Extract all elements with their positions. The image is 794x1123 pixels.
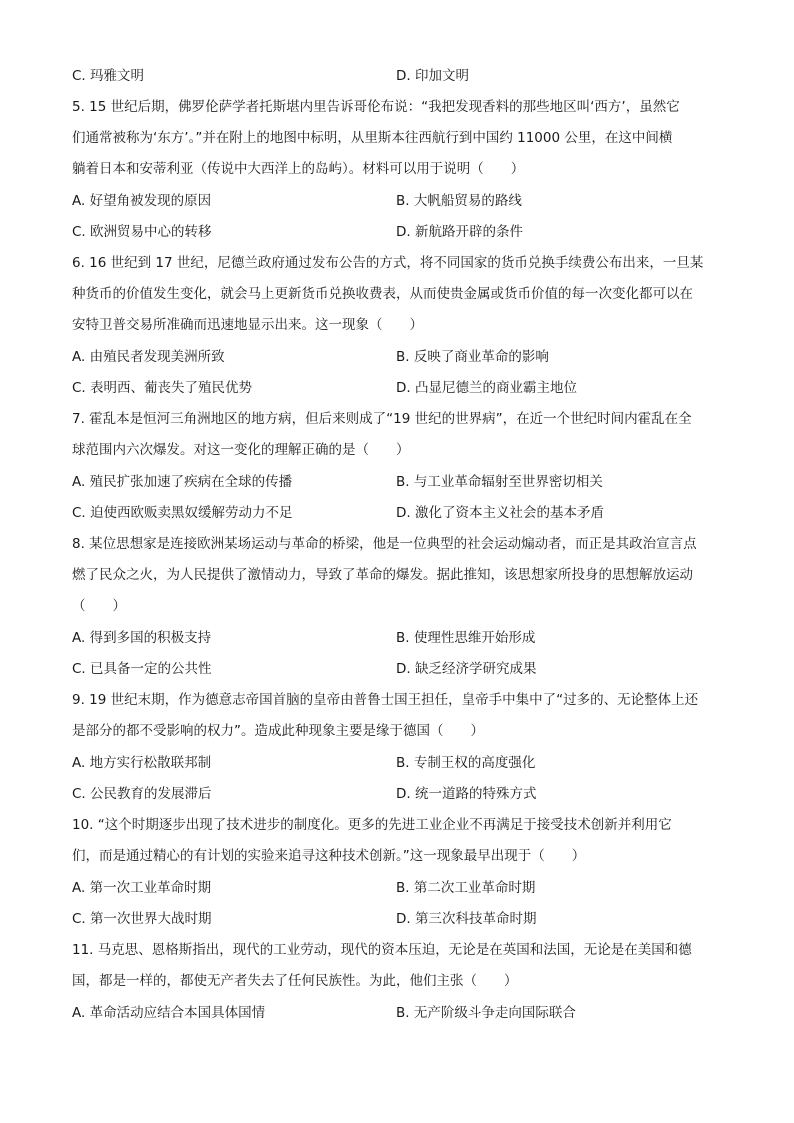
- q10-stem-line-2: 们，而是通过精心的有计划的实验来追寻这种技术创新。”这一现象最早出现于（ ）: [72, 848, 586, 864]
- q4-option-c[interactable]: C. 玛雅文明: [72, 68, 145, 84]
- q11-stem-line-1: 11. 马克思、恩格斯指出，现代的工业劳动，现代的资本压迫，无论是在英国和法国，无论是在美国和德: [72, 942, 692, 958]
- q7-stem-line-2: 球范围内六次爆发。对这一变化的理解正确的是（ ）: [72, 442, 410, 458]
- q9-stem-line-1: 9. 19 世纪末期，作为德意志帝国首脑的皇帝由普鲁士国王担任，皇帝手中集中了“过多的、无论整体上还: [72, 692, 699, 708]
- q10-stem-line-1: 10. “这个时期逐步出现了技术进步的制度化。更多的先进工业企业不再满足于接受技术创新并利用它: [72, 817, 672, 833]
- q7-stem-line-1: 7. 霍乱本是恒河三角洲地区的地方病，但后来则成了“19 世纪的世界病”，在近一个世纪时间内霍乱在全: [72, 411, 692, 427]
- q7-option-b[interactable]: B. 与工业革命辐射至世界密切相关: [396, 474, 603, 490]
- q5-stem-line-1: 5. 15 世纪后期，佛罗伦萨学者托斯堪内里告诉哥伦布说：“我把发现香料的那些地区叫‘西方’，虽然它: [72, 99, 680, 115]
- q10-option-c[interactable]: C. 第一次世界大战时期: [72, 911, 212, 927]
- q5-option-c[interactable]: C. 欧洲贸易中心的转移: [72, 224, 212, 240]
- q8-option-d[interactable]: D. 缺乏经济学研究成果: [396, 661, 537, 677]
- q7-option-a[interactable]: A. 殖民扩张加速了疾病在全球的传播: [72, 474, 293, 490]
- q5-option-d[interactable]: D. 新航路开辟的条件: [396, 224, 523, 240]
- q6-option-b[interactable]: B. 反映了商业革命的影响: [396, 349, 549, 365]
- q9-option-b[interactable]: B. 专制王权的高度强化: [396, 755, 536, 771]
- q6-option-a[interactable]: A. 由殖民者发现美洲所致: [72, 349, 225, 365]
- q9-option-c[interactable]: C. 公民教育的发展滞后: [72, 786, 212, 802]
- q5-stem-line-3: 躺着日本和安蒂利亚（传说中大西洋上的岛屿）。材料可以用于说明（ ）: [72, 161, 525, 177]
- q7-option-c[interactable]: C. 迫使西欧贩卖黑奴缓解劳动力不足: [72, 505, 293, 521]
- q6-stem-line-1: 6. 16 世纪到 17 世纪，尼德兰政府通过发布公告的方式，将不同国家的货币兑换手续费公布出来，一旦某: [72, 255, 704, 271]
- q8-stem-line-1: 8. 某位思想家是连接欧洲某场运动与革命的桥梁，他是一位典型的社会运动煽动者，而正是其政治宣言点: [72, 536, 697, 552]
- q5-option-a[interactable]: A. 好望角被发现的原因: [72, 193, 212, 209]
- q8-stem-line-3: （ ）: [72, 598, 126, 614]
- q10-option-a[interactable]: A. 第一次工业革命时期: [72, 880, 212, 896]
- q10-option-d[interactable]: D. 第三次科技革命时期: [396, 911, 537, 927]
- q9-option-a[interactable]: A. 地方实行松散联邦制: [72, 755, 212, 771]
- q11-option-b[interactable]: B. 无产阶级斗争走向国际联合: [396, 1005, 576, 1021]
- q6-stem-line-2: 种货币的价值发生变化，就会马上更新货币兑换收费表，从而使贵金属或货币价值的每一次变化都可以在: [72, 286, 693, 302]
- q9-option-d[interactable]: D. 统一道路的特殊方式: [396, 786, 537, 802]
- q6-option-c[interactable]: C. 表明西、葡丧失了殖民优势: [72, 380, 253, 396]
- q8-option-b[interactable]: B. 使理性思维开始形成: [396, 630, 536, 646]
- q5-stem-line-2: 们通常被称为‘东方’。”并在附上的地图中标明，从里斯本往西航行到中国约 11000 公里，在这中间横: [72, 130, 673, 146]
- q10-option-b[interactable]: B. 第二次工业革命时期: [396, 880, 536, 896]
- q6-stem-line-3: 安特卫普交易所准确而迅速地显示出来。这一现象（ ）: [72, 317, 423, 333]
- q5-option-b[interactable]: B. 大帆船贸易的路线: [396, 193, 522, 209]
- q4-option-d[interactable]: D. 印加文明: [396, 68, 469, 84]
- q11-stem-line-2: 国，都是一样的，都使无产者失去了任何民族性。为此，他们主张（ ）: [72, 973, 518, 989]
- q8-stem-line-2: 燃了民众之火，为人民提供了激情动力，导致了革命的爆发。据此推知，该思想家所投身的思想解放运动: [72, 567, 693, 583]
- q8-option-c[interactable]: C. 已具备一定的公共性: [72, 661, 212, 677]
- q8-option-a[interactable]: A. 得到多国的积极支持: [72, 630, 212, 646]
- q11-option-a[interactable]: A. 革命活动应结合本国具体国情: [72, 1005, 266, 1021]
- q7-option-d[interactable]: D. 激化了资本主义社会的基本矛盾: [396, 505, 604, 521]
- q9-stem-line-2: 是部分的都不受影响的权力”。造成此种现象主要是缘于德国（ ）: [72, 723, 484, 739]
- q6-option-d[interactable]: D. 凸显尼德兰的商业霸主地位: [396, 380, 577, 396]
